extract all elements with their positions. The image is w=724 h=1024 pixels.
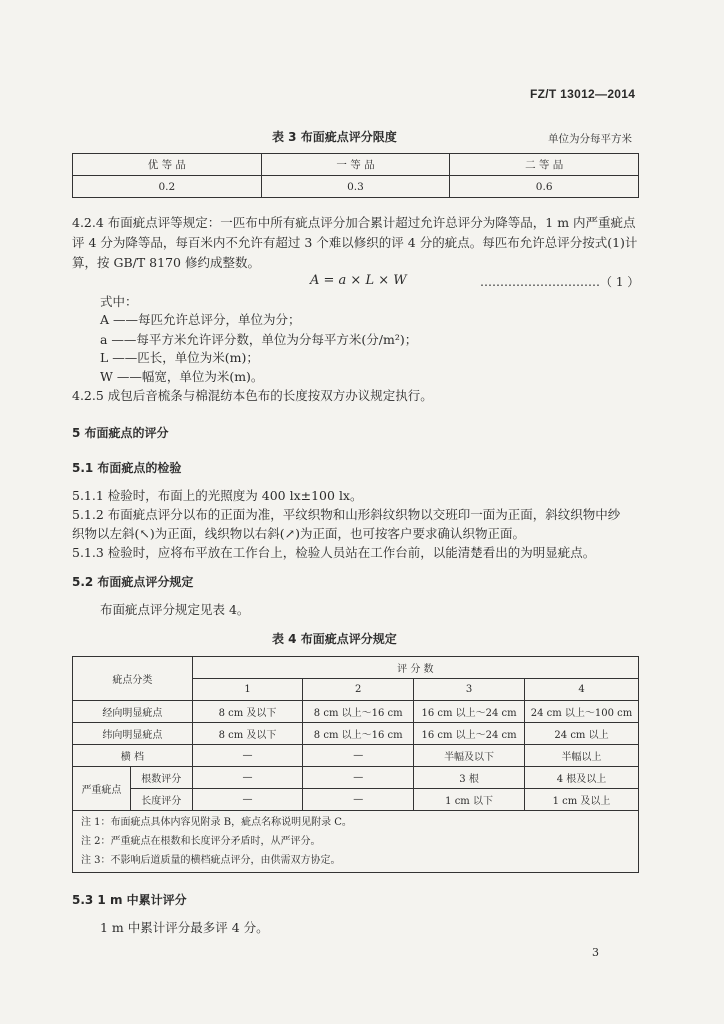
table4-cell: 8 cm 以上～16 cm <box>303 701 414 723</box>
table4-cell: — <box>192 789 303 811</box>
table4-score-cell: 1 <box>192 679 303 701</box>
table4-row-label: 经向明显疵点 <box>73 701 193 723</box>
table4-score-header: 评 分 数 <box>192 657 638 679</box>
table4-cell: 16 cm 以上～24 cm <box>414 723 525 745</box>
variable-def: L ——匹长，单位为米(m)； <box>100 350 259 365</box>
table4-cell: 3 根 <box>414 767 525 789</box>
table4-cell: 8 cm 以上～16 cm <box>303 723 414 745</box>
table-row <box>73 789 639 811</box>
table4-row-label: 纬向明显疵点 <box>73 723 193 745</box>
table3-cell: 0.3 <box>261 176 450 198</box>
table4-cell: — <box>303 767 414 789</box>
clause-4-2-4-line: 4.2.4 布面疵点评等规定：一匹布中所有疵点评分加合累计超过允许总评分为降等品，1 m 内严重疵点 <box>72 215 636 230</box>
table4-cell: 1 cm 以下 <box>414 789 525 811</box>
clause-5-1-1: 5.1.1 检验时，布面上的光照度为 400 lx±100 lx。 <box>72 488 363 503</box>
table3-header-cell: 优 等 品 <box>73 154 262 176</box>
table4-cell: 8 cm 及以下 <box>192 701 303 723</box>
table4-score-cell: 3 <box>414 679 525 701</box>
table4-cell: 半幅以上 <box>525 745 639 767</box>
section-5-3-heading: 5.3 1 m 中累计评分 <box>72 893 187 907</box>
clause-4-2-5: 4.2.5 成包后音梳条与棉混纺本色布的长度按双方办议规定执行。 <box>72 388 433 403</box>
section-5-2-text: 布面疵点评分规定见表 4。 <box>100 602 250 617</box>
where-label: 式中： <box>100 294 138 309</box>
standard-code: FZ/T 13012—2014 <box>530 87 636 101</box>
table3-header-cell: 二 等 品 <box>450 154 639 176</box>
table-row <box>73 723 639 745</box>
table-row <box>73 811 639 873</box>
section-5-3-text: 1 m 中累计评分最多评 4 分。 <box>100 920 269 935</box>
table3-cell: 0.2 <box>73 176 262 198</box>
variable-def: A ——每匹允许总评分，单位为分； <box>100 312 301 327</box>
table4-row-label: 横 档 <box>73 745 193 767</box>
clause-5-1-2-line: 5.1.2 布面疵点评分以布的正面为准，平纹织物和山形斜纹织物以交班印一面为正面，斜纹织物中纱 <box>72 507 621 522</box>
variable-def: W ——幅宽，单位为米(m)。 <box>100 369 264 384</box>
clause-5-1-3: 5.1.3 检验时，应将布平放在工作台上，检验人员站在工作台前，以能清楚看出的为明显疵点。 <box>72 545 596 560</box>
table4-note: 注 1：布面疵点具体内容见附录 B，疵点名称说明见附录 C。 <box>81 817 352 828</box>
section-5-1-heading: 5.1 布面疵点的检验 <box>72 461 182 475</box>
table4-cell: 24 cm 以上 <box>525 723 639 745</box>
table4-cell: — <box>303 745 414 767</box>
section-5-2-heading: 5.2 布面疵点评分规定 <box>72 575 194 589</box>
table4-cell: 24 cm 以上～100 cm <box>525 701 639 723</box>
clause-5-1-2-line: 织物以左斜(↖)为正面，线织物以右斜(↗)为正面，也可按客户要求确认织物正面。 <box>72 526 525 541</box>
table3-title: 表 3 布面疵点评分限度 <box>272 130 397 144</box>
table4-note: 注 2：严重疵点在根数和长度评分矛盾时，从严评分。 <box>81 836 321 847</box>
table4-severe-label: 严重疵点 <box>73 767 131 811</box>
table3 <box>72 153 639 198</box>
table4-cell: — <box>192 745 303 767</box>
table4-cell: 8 cm 及以下 <box>192 723 303 745</box>
table4-cell: 1 cm 及以上 <box>525 789 639 811</box>
clause-4-2-4-line: 评 4 分为降等品，每百米内不允许有超过 3 个难以修织的评 4 分的疵点。每匹布允许总评分按式(1)计 <box>72 235 638 250</box>
table4-cell: — <box>303 789 414 811</box>
formula: A = a × L × W <box>310 273 407 288</box>
table4-cell: 16 cm 以上～24 cm <box>414 701 525 723</box>
table3-header-cell: 一 等 品 <box>261 154 450 176</box>
table4 <box>72 656 639 873</box>
section-5-heading: 5 布面疵点的评分 <box>72 426 169 440</box>
page-number: 3 <box>592 946 599 959</box>
table4-cell: 半幅及以下 <box>414 745 525 767</box>
table-row <box>73 154 639 176</box>
table4-row-label: 长度评分 <box>130 789 192 811</box>
table4-score-cell: 2 <box>303 679 414 701</box>
table4-defect-header: 疵点分类 <box>73 657 193 701</box>
table4-notes <box>73 811 639 873</box>
table4-row-label: 根数评分 <box>130 767 192 789</box>
table4-title: 表 4 布面疵点评分规定 <box>272 632 397 646</box>
table4-cell: 4 根及以上 <box>525 767 639 789</box>
table-row <box>73 701 639 723</box>
variable-def: a ——每平方米允许评分数，单位为分每平方米(分/m²)； <box>100 332 418 347</box>
table4-note: 注 3：不影响后道质量的横档疵点评分，由供需双方协定。 <box>81 855 341 866</box>
table3-unit: 单位为分每平方米 <box>548 133 632 145</box>
clause-4-2-4-line: 算，按 GB/T 8170 修约成整数。 <box>72 255 260 270</box>
formula-number: …………………………（ 1 ） <box>480 275 640 289</box>
table4-score-cell: 4 <box>525 679 639 701</box>
table-row <box>73 657 639 679</box>
table-row <box>73 176 639 198</box>
table-row <box>73 767 639 789</box>
table3-cell: 0.6 <box>450 176 639 198</box>
table-row <box>73 745 639 767</box>
table4-cell: — <box>192 767 303 789</box>
